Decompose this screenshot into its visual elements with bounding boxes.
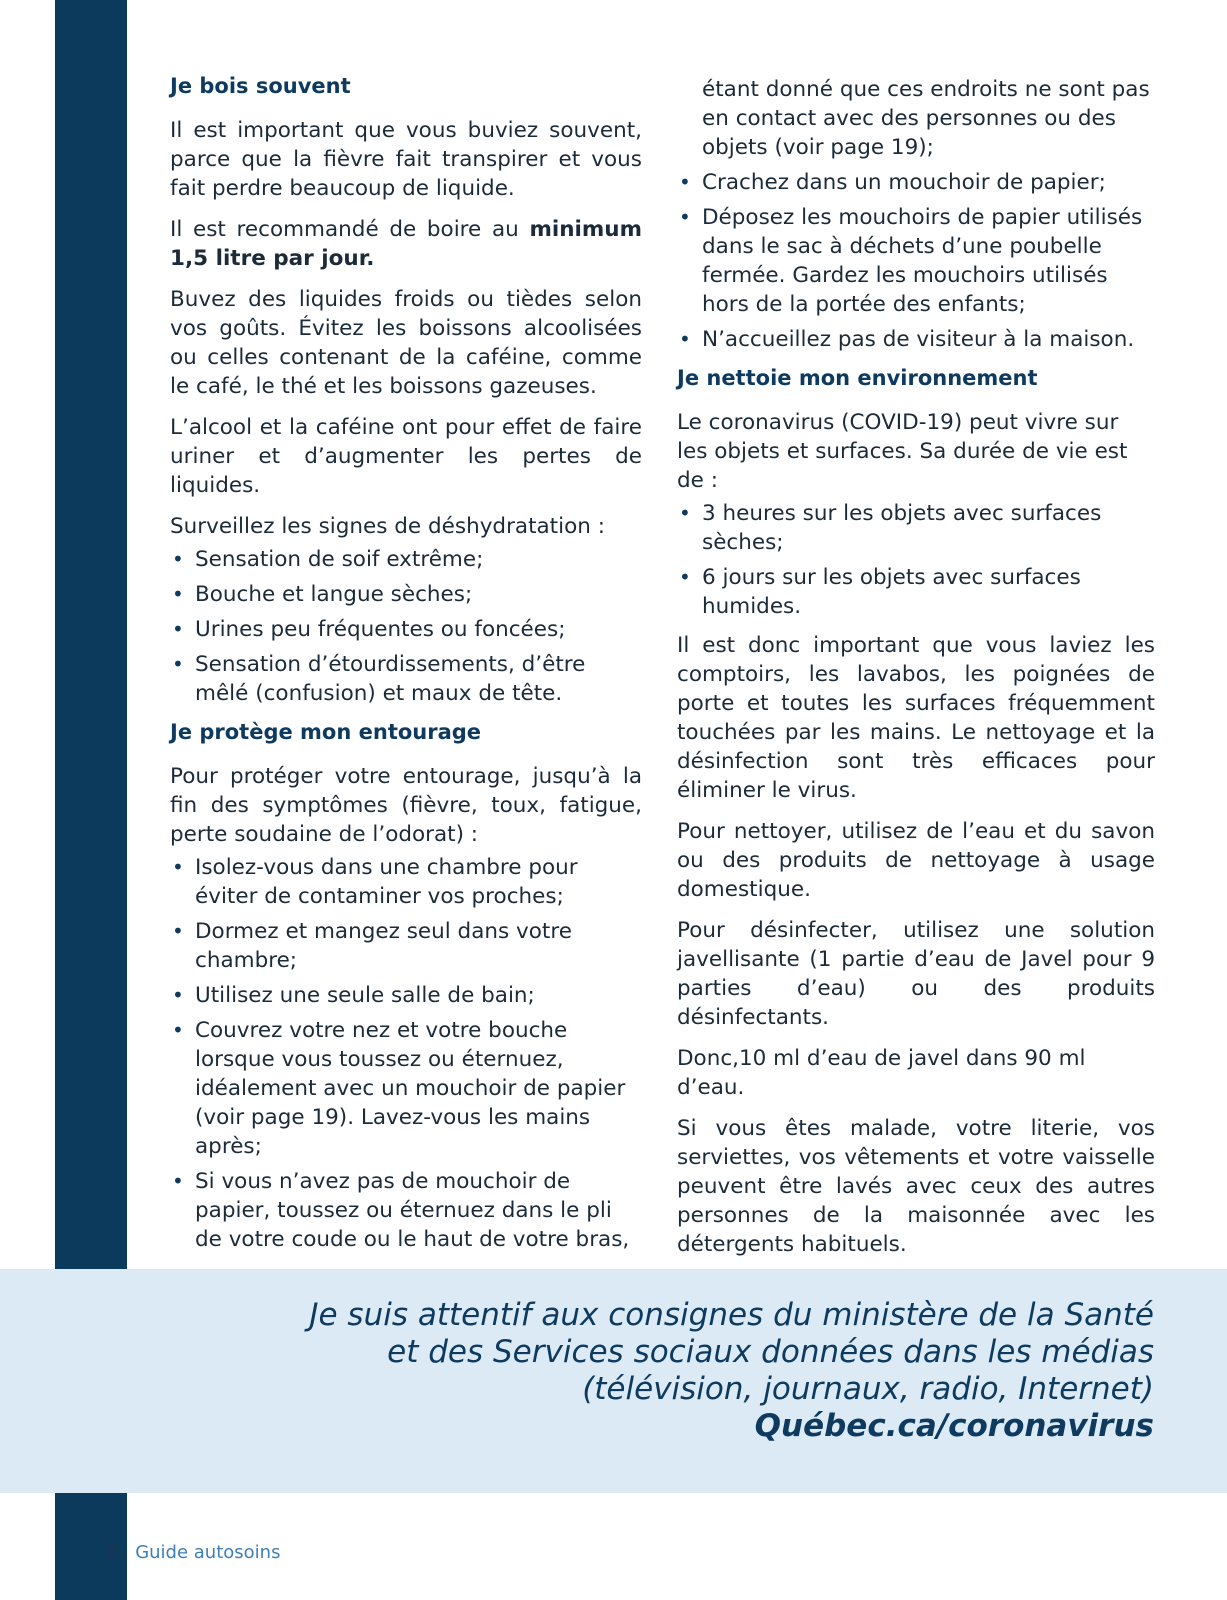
- list-item: • Couvrez votre nez et votre bouche lorsque vous toussez ou éternuez, idéalement avec un mouchoir de papier (voir page 19). Lavez-vous les mains après;: [170, 1016, 642, 1161]
- list-item: • Sensation d’étourdissements, d’être mêlé (confusion) et maux de tête.: [170, 650, 642, 708]
- callout-text: [254, 1297, 1154, 1445]
- paragraph: Pour nettoyer, utilisez de l’eau et du savon ou des produits de nettoyage à usage domestique.: [677, 819, 1155, 902]
- list-item: • Si vous n’avez pas de mouchoir de papier, toussez ou éternuez dans le pli de votre coude ou le haut de votre bras,: [170, 1167, 642, 1254]
- list-item: • N’accueillez pas de visiteur à la maison.: [677, 325, 1155, 354]
- paragraph-text: Il est recommandé de boire au: [170, 217, 530, 242]
- page-number: 8: [108, 1542, 120, 1563]
- paragraph: Surveillez les signes de déshydratation :: [170, 514, 605, 539]
- paragraph: Le coronavirus (COVID-19) peut vivre sur les objets et surfaces. Sa durée de vie est de :: [677, 410, 1128, 493]
- list-item: • Bouche et langue sèches;: [170, 580, 642, 609]
- heading-je-protege-mon-entourage: Je protège mon entourage: [170, 720, 482, 744]
- list-item: • 3 heures sur les objets avec surfaces sèches;: [677, 499, 1155, 557]
- list-item: • Crachez dans un mouchoir de papier;: [677, 168, 1155, 197]
- page-footer: [108, 1542, 280, 1563]
- heading-je-bois-souvent: Je bois souvent: [170, 74, 351, 98]
- list-item: • Urines peu fréquentes ou foncées;: [170, 615, 642, 644]
- callout-url[interactable]: Québec.ca/coronavirus: [754, 1408, 1154, 1444]
- right-column: [677, 75, 1155, 1271]
- paragraph: [170, 215, 642, 273]
- list-item: • 6 jours sur les objets avec surfaces humides.: [677, 563, 1155, 621]
- emphasis: minimum 1,5 litre par jour.: [170, 217, 642, 271]
- list-item: • Sensation de soif extrême;: [170, 545, 642, 574]
- callout-line: Je suis attentif aux consignes du ministère de la Santé: [309, 1297, 1154, 1333]
- paragraph: Si vous êtes malade, votre literie, vos serviettes, vos vêtements et votre vaisselle peuvent être lavés avec ceux des autres personnes de la maisonnée avec les détergents habituels.: [677, 1116, 1155, 1257]
- footer-title: Guide autosoins: [135, 1542, 281, 1563]
- callout-line: (télévision, journaux, radio, Internet): [582, 1371, 1154, 1407]
- list-item: • Déposez les mouchoirs de papier utilisés dans le sac à déchets d’une poubelle fermée. Gardez les mouchoirs utilisés hors de la portée des enfants;: [677, 203, 1155, 319]
- list-item-continuation: étant donné que ces endroits ne sont pas en contact avec des personnes ou des objets (voir page 19);: [702, 77, 1150, 160]
- paragraph: Buvez des liquides froids ou tièdes selon vos goûts. Évitez les boissons alcoolisées ou celles contenant de la caféine, comme le café, le thé et les boissons gazeuses.: [170, 287, 642, 399]
- list-item: • Isolez-vous dans une chambre pour éviter de contaminer vos proches;: [170, 853, 642, 911]
- paragraph: L’alcool et la caféine ont pour effet de faire uriner et d’augmenter les pertes de liquides.: [170, 415, 642, 498]
- paragraph: Il est donc important que vous laviez les comptoirs, les lavabos, les poignées de porte et toutes les surfaces fréquemment touchées par les mains. Le nettoyage et la désinfection sont très efficaces pour éliminer le virus.: [677, 633, 1155, 803]
- list-item: • Utilisez une seule salle de bain;: [170, 981, 642, 1010]
- list-item: • Dormez et mangez seul dans votre chambre;: [170, 917, 642, 975]
- dehydration-signs-list: [170, 545, 642, 708]
- callout-banner: [0, 1269, 1227, 1493]
- protection-list: [170, 853, 642, 1254]
- callout-line: et des Services sociaux données dans les médias: [387, 1334, 1154, 1370]
- heading-je-nettoie-mon-environnement: Je nettoie mon environnement: [677, 366, 1038, 390]
- paragraph: Pour protéger votre entourage, jusqu’à la fin des symptômes (fièvre, toux, fatigue, perte soudaine de l’odorat) :: [170, 764, 642, 847]
- paragraph: Donc,10 ml d’eau de javel dans 90 ml d’eau.: [677, 1046, 1086, 1100]
- virus-lifetime-list: [677, 499, 1155, 621]
- paragraph: Pour désinfecter, utilisez une solution javellisante (1 partie d’eau de Javel pour 9 parties d’eau) ou des produits désinfectants.: [677, 918, 1155, 1030]
- left-column: [170, 72, 642, 1264]
- protection-list-continued: [677, 75, 1155, 354]
- paragraph: Il est important que vous buviez souvent, parce que la fièvre fait transpirer et vous fait perdre beaucoup de liquide.: [170, 118, 642, 201]
